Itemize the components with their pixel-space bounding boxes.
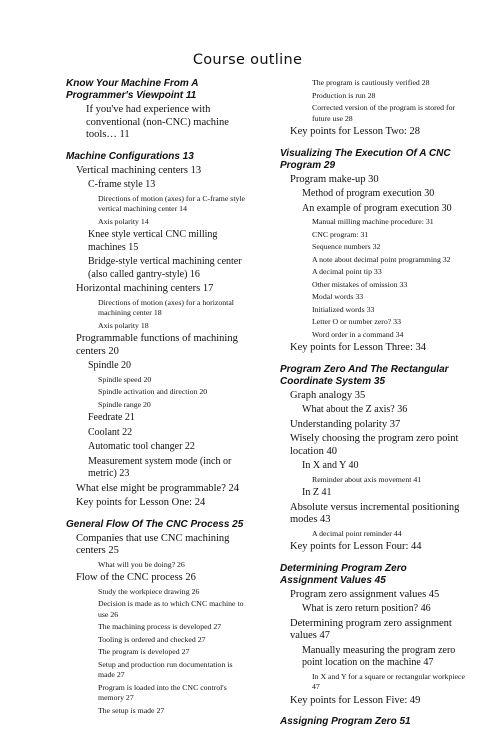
toc-section-heading: Know Your Machine From A Programmer's Viewpoint 11 <box>66 78 199 101</box>
toc-entry: The program is cautiously verified 28 <box>312 78 430 87</box>
page-title: Course outline <box>192 52 303 68</box>
toc-entry: Tooling is ordered and checked 27 <box>98 634 206 644</box>
toc-entry: Wisely choosing the program zero point location 40 <box>290 433 459 457</box>
toc-entry: Manual milling machine procedure: 31 <box>312 217 434 226</box>
toc-entry: In X and Y 40 <box>302 460 359 471</box>
toc-entry: Feedrate 21 <box>88 412 135 423</box>
toc-entry: Directions of motion (axes) for a C-frame style vertical machining center 14 <box>98 193 246 213</box>
toc-entry: The program is developed 27 <box>98 647 190 656</box>
toc-entry: Program make-up 30 <box>290 173 379 185</box>
toc-entry: Coolant 22 <box>88 426 133 438</box>
toc-entry: Initialized words 33 <box>312 304 375 314</box>
toc-entry: A note about decimal point programming 32 <box>312 254 451 264</box>
toc-entry: Modal words 33 <box>312 292 364 301</box>
toc-entry: The machining process is developed 27 <box>98 622 222 631</box>
toc-entry: Determining program zero assignment values 47 <box>290 617 452 641</box>
toc-entry: What about the Z axis? 36 <box>302 404 408 415</box>
toc-entry: Reminder about axis movement 41 <box>312 474 422 484</box>
toc-entry: Vertical machining centers 13 <box>76 164 202 176</box>
toc-column-right <box>280 0 465 729</box>
toc-entry: CNC program: 31 <box>312 229 369 239</box>
toc-entry: Spindle 20 <box>88 360 132 371</box>
toc-section-heading: Visualizing The Execution Of A CNC Program 29 <box>280 147 451 171</box>
toc-entry: Production is run 28 <box>312 90 376 100</box>
toc-entry: Manually measuring the program zero point location on the machine 47 <box>302 644 456 668</box>
toc-entry: Graph analogy 35 <box>290 389 366 401</box>
toc-entry: Measurement system mode (inch or metric) 23 <box>88 455 232 479</box>
toc-section-heading: Assigning Program Zero 51 <box>280 716 411 727</box>
toc-entry: Key points for Lesson Five: 49 <box>290 694 421 706</box>
toc-entry: Key points for Lesson Two: 28 <box>290 126 421 137</box>
toc-entry: C-frame style 13 <box>88 179 156 190</box>
toc-entry: Programmable functions of machining centers 20 <box>76 333 238 357</box>
toc-entry: In Z 41 <box>302 487 332 498</box>
toc-entry: Spindle range 20 <box>98 399 151 409</box>
toc-entry: Spindle activation and direction 20 <box>98 387 208 396</box>
toc-entry: Axis polarity 18 <box>98 320 149 330</box>
toc-entry: Letter O or number zero? 33 <box>312 317 401 326</box>
toc-entry: Other mistakes of omission 33 <box>312 279 408 289</box>
toc-entry: Word order in a command 34 <box>312 329 404 339</box>
toc-section-heading: General Flow Of The CNC Process 25 <box>66 518 244 530</box>
toc-entry: Understanding polarity 37 <box>290 418 401 430</box>
toc-section-heading: Machine Configurations 13 <box>66 150 194 162</box>
toc-entry: An example of program execution 30 <box>302 202 452 214</box>
toc-entry: Horizontal machining centers 17 <box>76 283 214 294</box>
toc-entry: In X and Y for a square or rectangular workpiece 47 <box>312 671 465 691</box>
toc-entry: Axis polarity 14 <box>98 216 149 226</box>
toc-entry: What is zero return position? 46 <box>302 603 431 614</box>
toc-entry: Key points for Lesson Four: 44 <box>290 541 422 552</box>
toc-entry: Key points for Lesson One: 24 <box>76 497 206 508</box>
toc-entry: The setup is made 27 <box>98 705 165 715</box>
toc-entry: Program is loaded into the CNC control's memory 27 <box>98 682 227 702</box>
toc-entry: What will you be doing? 26 <box>98 559 185 569</box>
toc-section-heading: Program Zero And The Rectangular Coordinate System 35 <box>280 363 449 387</box>
toc-entry: Knee style vertical CNC milling machines 15 <box>88 229 218 253</box>
toc-entry: Companies that use CNC machining centers 25 <box>76 532 230 556</box>
toc-entry: A decimal point tip 33 <box>312 267 382 276</box>
toc-entry: A decimal point reminder 44 <box>312 528 402 538</box>
toc-entry: Setup and production run documentation is made 27 <box>98 659 233 679</box>
toc-entry: Method of program execution 30 <box>302 188 435 199</box>
toc-entry: If you've had experience with conventional (non-CNC) machine tools… 11 <box>86 104 229 140</box>
toc-entry: Automatic tool changer 22 <box>88 441 195 452</box>
toc-entry: Absolute versus incremental positioning modes 43 <box>290 501 460 525</box>
toc-entry: Corrected version of the program is stored for future use 28 <box>312 103 456 123</box>
toc-entry: Spindle speed 20 <box>98 374 152 384</box>
toc-entry: Program zero assignment values 45 <box>290 588 440 600</box>
toc-entry: Directions of motion (axes) for a horizontal machining center 18 <box>98 297 234 317</box>
toc-section-heading: Determining Program Zero Assignment Values 45 <box>280 562 407 586</box>
toc-entry: Key points for Lesson Three: 34 <box>290 342 426 353</box>
toc-entry: What else might be programmable? 24 <box>76 482 239 494</box>
toc-entry: Study the workpiece drawing 26 <box>98 586 200 596</box>
toc-entry: Decision is made as to which CNC machine to use 26 <box>98 599 244 619</box>
toc-column-left <box>66 0 246 716</box>
toc-entry: Bridge-style vertical machining center (also called gantry-style) 16 <box>88 256 242 280</box>
toc-entry: Sequence numbers 32 <box>312 242 381 251</box>
toc-entry: Flow of the CNC process 26 <box>76 572 196 583</box>
